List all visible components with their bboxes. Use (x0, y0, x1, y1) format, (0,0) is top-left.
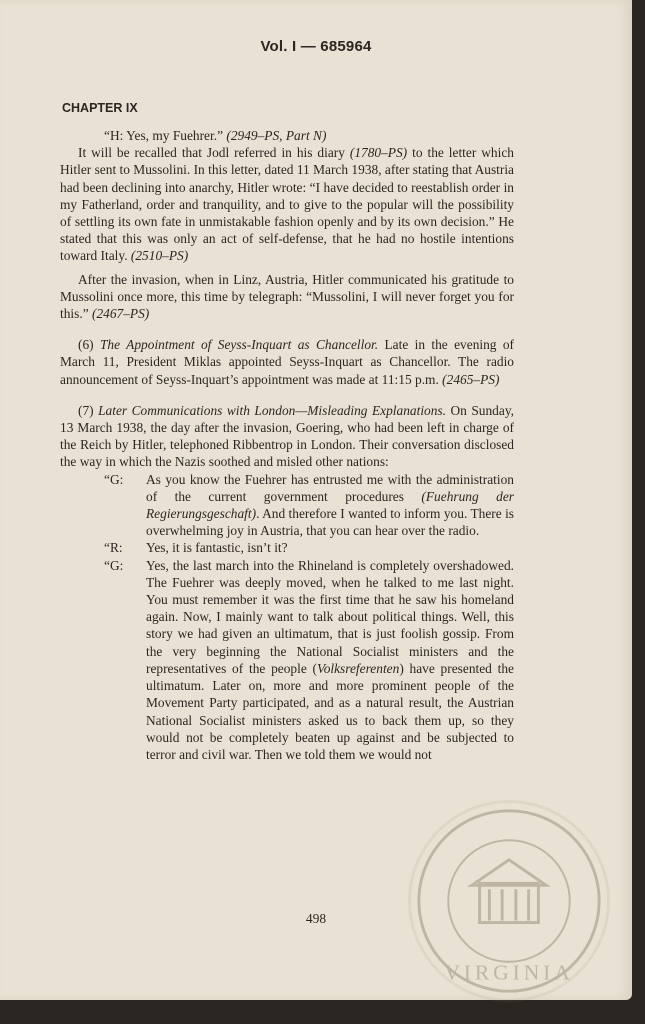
chapter-heading: CHAPTER IX (62, 101, 138, 115)
page-number: 498 (305, 911, 327, 926)
paragraph-text: It will be recalled that Jodl referred in his diary (78, 145, 350, 161)
dialogue-entry-goering-2 (104, 557, 514, 763)
dialogue-text-part: Yes, the last march into the Rhineland is completely overshadowed. The Fuehrer was deeply moved, when he talked to me last night. You must remember it was the first time that he saw his homeland again. Now, I mainly want to talk about political things. Well, this story we had given an ultimatum, that is just foolish gossip. From the very beginning the National Socialist ministers and the representatives of the people ( (146, 557, 514, 676)
dialogue-text (146, 557, 514, 763)
dialogue-text-part: . And therefore I wanted to inform you. There is overwhelming joy in Austria, that you can hear over the radio. (146, 506, 514, 539)
citation: (2510–PS) (130, 248, 189, 264)
paragraph-text: On Sunday, 13 March 1938, the day after the invasion, Goering, who had been left in charge of the Reich by Hitler, telephoned Ribbentrop in London. Their conversation disclosed the way in which the Nazis soothed and misled other nations: (60, 402, 514, 470)
paragraph-text: Late in the evening of March 11, President Miklas appointed Seyss-Inquart as Chancellor. The radio announcement of Seyss-Inquart’s appointment was made at 11:15 p.m. (60, 337, 515, 387)
paragraph-text: After the invasion, when in Linz, Austria, Hitler communicated his gratitude to Mussolini once more, this time by telegraph: “Mussolini, I will never forget you for this.” (60, 271, 514, 322)
paragraph-london-communications (60, 402, 514, 471)
paragraph-linz-telegraph (60, 271, 514, 323)
seal-icon (411, 803, 607, 999)
paragraph-jodl-letter (60, 144, 514, 264)
citation: (2949–PS, Part N) (226, 128, 327, 143)
section-number: (6) (78, 337, 100, 353)
running-header: Vol. I — 685964 (260, 38, 372, 55)
paragraph-text: to the letter which Hitler sent to Mussolini. In this letter, dated 11 March 1938, after stating that Austria had been declining into anarchy, Hitler wrote: “I have decided to reestablish order in my Fatherland, order and tranquility, and to give to the popular will the possibility of settling its own fate in unmistakable fashion openly and by its own decision.” He stated that this was only an act of self-defense, that he had no hostile intentions toward Italy. (60, 145, 514, 264)
dialogue-text-part: ) have presented the ultimatum. Later on, more and more prominent people of the Movement Party participated, and as a natural result, the Austrian National Socialist ministers asked us to back them up, so they would not be completely beaten up against and be subjected to terror and civil war. Then we told them we would not (146, 660, 514, 762)
section-number: (7) (78, 402, 99, 418)
dialogue-text-part: As you know the Fuehrer has entrusted me with the administration of the current government procedures (146, 471, 514, 504)
section-title: The Appointment of Seyss-Inquart as Chancellor. (99, 337, 379, 353)
speaker-label: “G: (104, 471, 124, 487)
dialogue-entry-goering-1 (104, 471, 514, 540)
german-term: (Fuehrung der Regierungsgeschaft) (146, 488, 514, 522)
paragraph-seyss-inquart (60, 336, 514, 388)
paragraph-fuehrer-quote (60, 127, 514, 144)
speaker-label: “R: (104, 540, 123, 556)
seal-text: VIRGINIA (444, 960, 574, 985)
body-text (60, 127, 514, 763)
dialogue-entry-ribbentrop (104, 539, 514, 556)
citation: (2465–PS) (442, 371, 500, 387)
citation: (2467–PS) (92, 306, 150, 322)
dialogue-text: Yes, it is fantastic, isn’t it? (146, 540, 288, 556)
german-term: Volksreferenten (317, 660, 400, 676)
quote-text: “H: Yes, my Fuehrer.” (104, 128, 227, 143)
speaker-label: “G: (104, 557, 124, 573)
dialogue-text (146, 471, 514, 540)
citation: (1780–PS) (349, 145, 408, 161)
section-title: Later Communications with London—Misleading Explanations. (98, 402, 446, 418)
library-seal-watermark (408, 800, 610, 1002)
